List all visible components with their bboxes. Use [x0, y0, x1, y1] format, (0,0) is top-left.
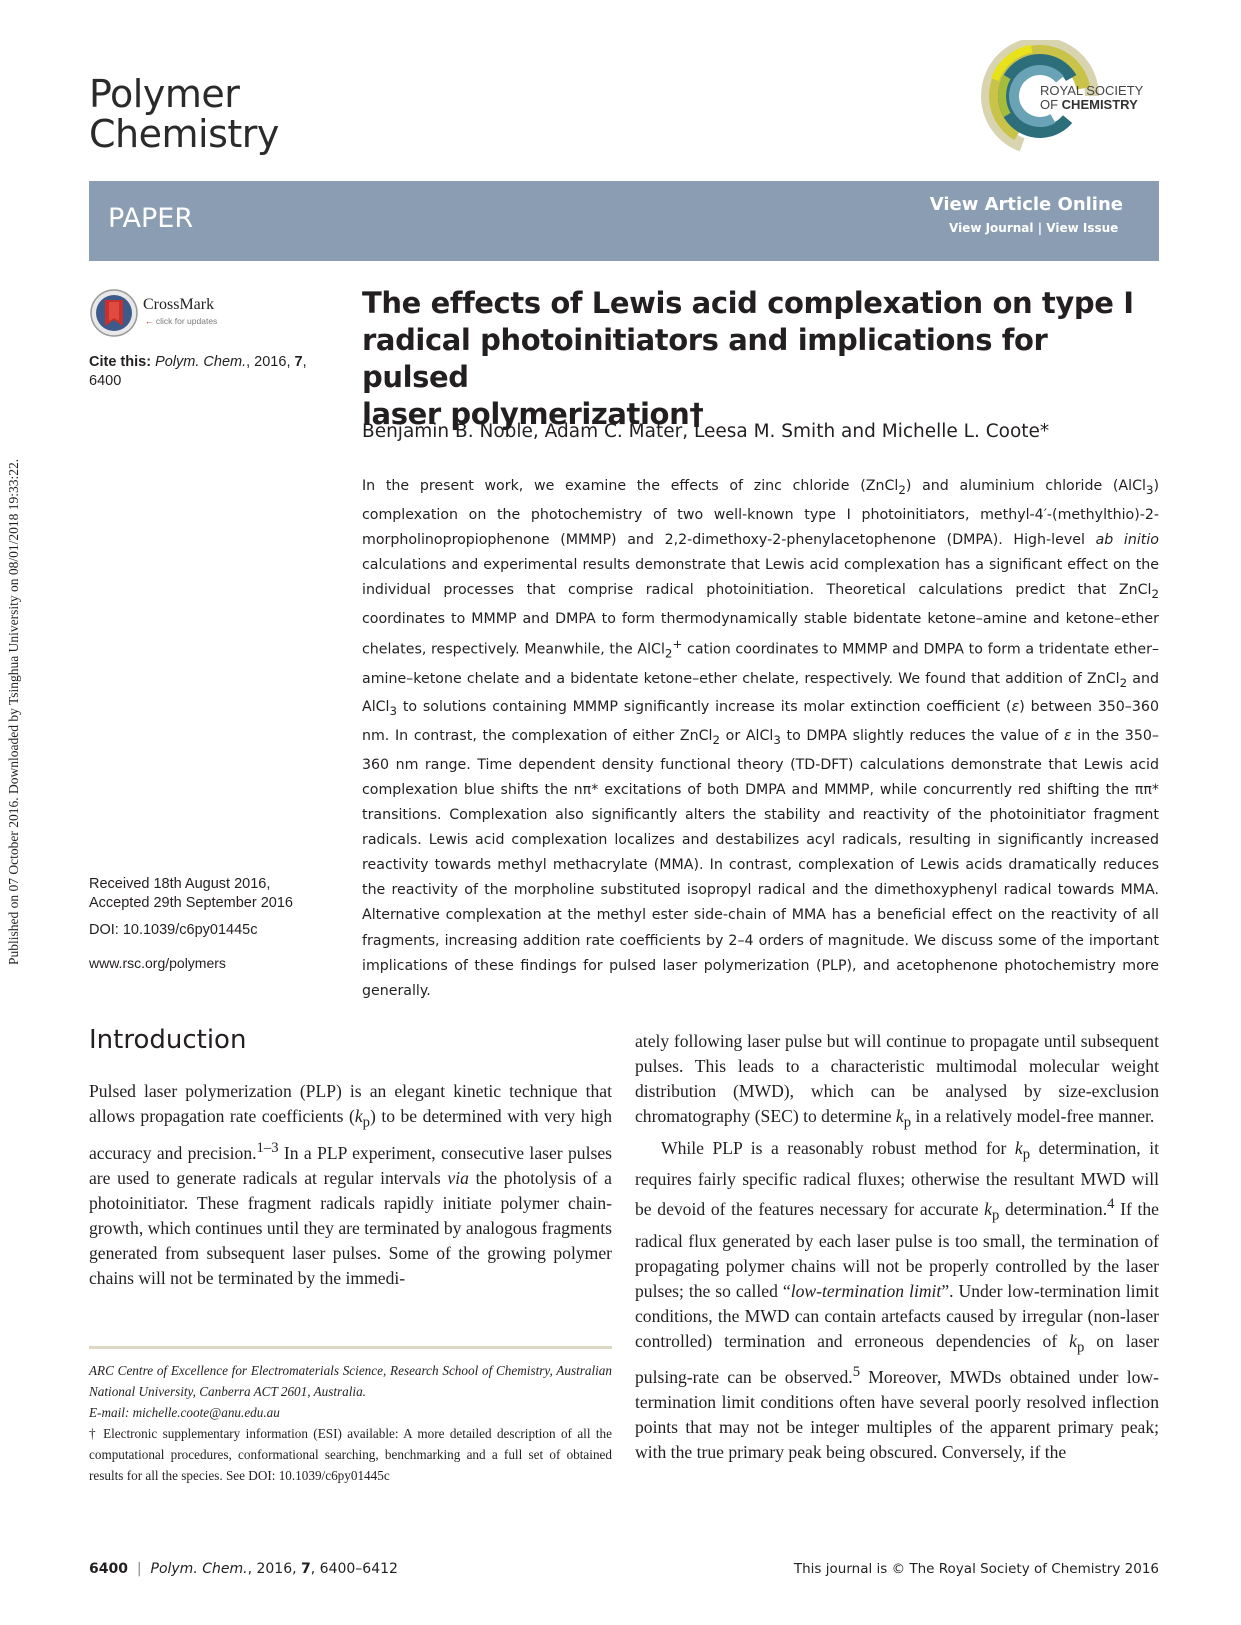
download-stamp-text: Published on 07 October 2016. Downloaded by Tsinghua University on 08/01/2018 19:33:22.: [6, 458, 21, 965]
footer-pages: , 6400–6412: [310, 1561, 398, 1577]
footer-journal: Polym. Chem.: [150, 1561, 248, 1577]
abstract-subscript: 2: [1151, 586, 1159, 601]
intro-paragraph: [635, 1029, 1159, 1136]
journal-title[interactable]: [89, 74, 279, 154]
body-text: Pulsed laser polymerization (PLP) is an elegant kinetic technique that allows propagation rate coefficients (: [89, 1081, 612, 1127]
body-text: the photolysis of a photoinitiator. These fragment radicals rapidly initiate polymer chain-growth, which continues until they are terminated by analogous fragments generated from subsequent laser pulses. Some of the growing polymer chains will not be terminated by the immedi-: [89, 1167, 612, 1288]
copyright-notice: This journal is © The Royal Society of Chemistry 2016: [793, 1561, 1159, 1577]
view-article-online-link[interactable]: View Article Online: [929, 194, 1123, 215]
section-heading-introduction: Introduction: [89, 1025, 247, 1055]
author-list: Benjamin B. Noble, Adam C. Mater, Leesa M. Smith and Michelle L. Coote*: [362, 421, 1050, 442]
abstract-text: to DMPA slightly reduces the value of: [780, 728, 1064, 745]
article-title-line2: radical photoinitiators and implications for pulsed: [362, 323, 1048, 394]
footnotes: [89, 1360, 612, 1486]
email[interactable]: [89, 1402, 612, 1423]
reference-link[interactable]: 1–3: [256, 1139, 279, 1156]
body-text: ”. Under low-termination limit conditions, the MWD can contain artefacts caused by irregular (non-laser controlled) termination and erroneous dependencies of: [635, 1280, 1159, 1351]
abstract-text: In the present work, we examine the effects of zinc chloride (ZnCl: [362, 478, 899, 494]
abstract-text: ) and aluminium chloride (AlCl: [905, 478, 1146, 494]
body-subscript: p: [1076, 1339, 1085, 1356]
body-italic: k: [984, 1199, 992, 1220]
abstract-subscript: 3: [389, 704, 398, 719]
crossmark-subtitle-text: click for updates: [155, 316, 218, 326]
view-issue-link[interactable]: View Issue: [1046, 221, 1119, 235]
article-title-line3: laser polymerization†: [362, 397, 704, 431]
download-stamp: [8, 345, 26, 965]
abstract-italic: ε: [1063, 728, 1072, 745]
publisher-line1: ROYAL SOCIETY: [1040, 83, 1144, 98]
abstract-subscript: 2: [664, 646, 673, 661]
received-date: Received 18th August 2016,: [89, 876, 271, 892]
body-italic: k: [354, 1106, 363, 1127]
page-number: 6400: [89, 1561, 128, 1577]
email-text: E-mail: michelle.coote@anu.edu.au: [89, 1405, 280, 1420]
cite-page: , 6400: [89, 354, 307, 389]
journal-title-line1: Polymer: [89, 72, 240, 116]
body-column-left: [89, 1079, 612, 1291]
body-text: determination.: [999, 1199, 1108, 1220]
abstract-text: cation coordinates to MMMP and DMPA to form a tridentate ether–amine–ketone chelate and a bidentate ketone–ether chelate, respectively. We found that addition of ZnCl: [362, 641, 1160, 687]
abstract-text: ) complexation on the photochemistry of two well-known type I photoinitiators, methyl-4′-(methylthio)-2-morpholinopropiophenone (MMMP) and 2,2-dimethoxy-2-phenylacetophenone (DMPA). High-level: [362, 478, 1160, 548]
body-text: Moreover, MWDs obtained under low-termination limit conditions often have several poorly resolved inflection points that may not be integer multiples of the apparent primary peak; with the true primary peak being obscured. Conversely, if the: [635, 1367, 1159, 1463]
publisher-name: [1040, 84, 1143, 112]
body-text: If the radical flux generated by each laser pulse is too small, the termination of propagating polymer chains will not be properly controlled by the laser pulses; the so called “: [635, 1199, 1159, 1301]
abstract-text: calculations and experimental results demonstrate that Lewis acid complexation has a significant effect on the individual processes that comprise radical photoinitiation. Theoretical calculations predict that ZnCl: [362, 556, 1159, 599]
arrow-left-icon: ←: [145, 316, 154, 326]
page-footer-left: [89, 1561, 398, 1577]
banner-sublinks: [949, 221, 1118, 235]
body-column-right: [635, 1029, 1159, 1466]
publisher-line2-bold: CHEMISTRY: [1061, 97, 1138, 112]
abstract-subscript: 2: [712, 733, 720, 748]
article-banner: [89, 181, 1159, 261]
body-italic: k: [895, 1106, 904, 1127]
footer-year: , 2016,: [247, 1561, 302, 1577]
body-text: While PLP is a reasonably robust method for: [661, 1137, 1015, 1158]
reference-link[interactable]: 4: [1107, 1196, 1115, 1213]
received-dates: [89, 875, 329, 913]
abstract-subscript: 3: [1145, 482, 1154, 497]
abstract-subscript: 2: [1119, 675, 1128, 690]
body-text: on laser pulsing-rate can be observed.: [635, 1330, 1159, 1388]
abstract: [362, 474, 1159, 1004]
abstract-text: in the 350–360 nm range. Time dependent density functional theory (TD-DFT) calculations demonstrate that Lewis acid complexation blue shifts the nπ* excitations of both DMPA and MMMP, while concurrently red shifting the ππ* transitions. Complexation also significantly alters the stability and reactivity of the photoinitiator fragment radicals. Lewis acid complexation localizes and destabilizes acyl radicals, resulting in significantly increased reactivity towards methyl methacrylate (MMA). In contrast, complexation of Lewis acids dramatically reduces the reactivity of the morpholine substituted isopropyl radical and the dimethoxyphenyl radical towards MMA. Alternative complexation at the methyl ester side-chain of MMA has a beneficial effect on the reactivity of all fragments, increasing addition rate coefficients by 2–4 orders of magnitude. We discuss some of the important implications of these findings for pulsed laser polymerization (PLP), and acetophenone photochemistry more generally.: [362, 728, 1159, 999]
crossmark-title: CrossMark: [143, 296, 215, 313]
article-type: PAPER: [108, 203, 194, 234]
abstract-italic: ab initio: [1095, 531, 1159, 548]
footnote-divider: [89, 1346, 612, 1349]
doi[interactable]: DOI: 10.1039/c6py01445c: [89, 922, 258, 938]
accepted-date: Accepted 29th September 2016: [89, 895, 293, 911]
body-subscript: p: [903, 1114, 912, 1131]
affiliation: [89, 1360, 612, 1402]
citation: [89, 353, 329, 391]
body-italic: low-termination limit: [790, 1280, 942, 1301]
cite-label: Cite this:: [89, 354, 152, 370]
affiliation-text: ARC Centre of Excellence for Electromaterials Science, Research School of Chemistry, Australian National University, Canberra ACT 2601, Australia.: [89, 1363, 612, 1399]
body-subscript: p: [362, 1114, 370, 1131]
abstract-subscript: 2: [898, 482, 906, 497]
abstract-text: or AlCl: [719, 728, 774, 745]
crossmark-subtitle: [145, 316, 217, 326]
abstract-italic: ε: [1011, 699, 1020, 716]
body-subscript: p: [991, 1207, 1000, 1224]
abstract-subscript: 3: [773, 733, 781, 748]
journal-website-link[interactable]: www.rsc.org/polymers: [89, 955, 226, 971]
abstract-text: coordinates to MMMP and DMPA to form thermodynamically stable bidentate ketone–amine and ketone–ether chelates, respectively. Meanwhile, the AlCl: [362, 610, 1159, 658]
banner-separator: |: [1037, 221, 1043, 235]
article-title: [362, 285, 1162, 433]
crossmark-icon: [89, 288, 139, 338]
cite-year: , 2016,: [246, 354, 295, 370]
intro-paragraph: [635, 1136, 1159, 1466]
article-title-line1: The effects of Lewis acid complexation on type I: [362, 286, 1134, 320]
footer-volume: 7: [301, 1561, 311, 1577]
intro-paragraph: [89, 1079, 612, 1291]
abstract-text: to solutions containing MMMP significantly increase its molar extinction coefficient (: [397, 699, 1012, 716]
view-journal-link[interactable]: View Journal: [949, 221, 1034, 235]
cite-journal: Polym. Chem.: [155, 354, 247, 370]
publisher-line2-prefix: OF: [1040, 97, 1062, 112]
abstract-text: and AlCl: [362, 670, 1159, 716]
esi-note: † Electronic supplementary information (ESI) available: A more detailed description of all the computational procedures, conformational searching, benchmarking and a full set of obtained results for all the species. See DOI: 10.1039/c6py01445c: [89, 1426, 612, 1483]
body-italic: via: [447, 1167, 469, 1188]
abstract-text: ) between 350–360 nm. In contrast, the complexation of either ZnCl: [362, 699, 1159, 745]
body-italic: k: [1069, 1330, 1077, 1351]
reference-link[interactable]: 5: [852, 1364, 861, 1381]
body-subscript: p: [1022, 1146, 1031, 1163]
crossmark-badge[interactable]: [89, 287, 229, 339]
body-text: in a relatively model-free manner.: [911, 1106, 1155, 1127]
body-text: ) to be determined with very high accuracy and precision.: [89, 1106, 612, 1163]
abstract-superscript: +: [672, 636, 683, 651]
cite-volume: 7: [294, 354, 303, 370]
body-text: In a PLP experiment, consecutive laser pulses are used to generate radicals at regular intervals: [89, 1142, 612, 1188]
body-italic: k: [1014, 1137, 1023, 1158]
body-text: determination, it requires fairly specific radical fluxes; otherwise the resultant MWD will be devoid of the features necessary for accurate: [635, 1137, 1159, 1220]
journal-title-line2: Chemistry: [89, 112, 279, 156]
body-text: ately following laser pulse but will continue to propagate until subsequent pulses. This leads to a characteristic multimodal molecular weight distribution (MWD), which can be analysed by size-exclusion chromatography (SEC) to determine: [635, 1031, 1159, 1127]
footer-separator: |: [127, 1561, 151, 1577]
